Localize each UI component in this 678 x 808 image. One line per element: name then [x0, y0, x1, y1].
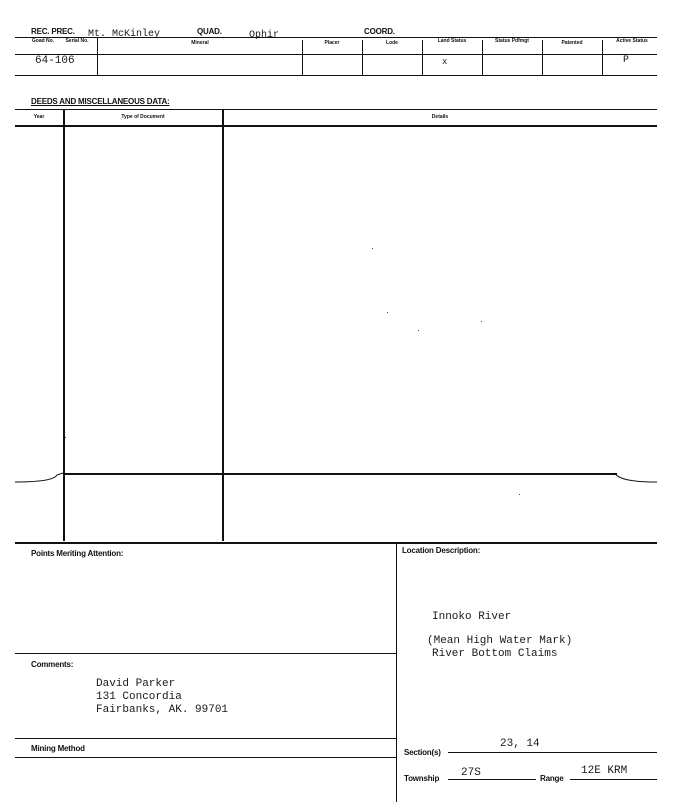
fold-line — [63, 473, 617, 475]
location-line-3: River Bottom Claims — [432, 648, 558, 660]
deeds-title: DEEDS AND MISCELLANEOUS DATA: — [31, 97, 170, 106]
township-underline — [448, 779, 536, 780]
claim-divider — [482, 40, 483, 75]
deeds-top-line — [15, 109, 657, 110]
claim-divider — [602, 40, 603, 75]
speck — [387, 312, 388, 313]
location-line-2: (Mean High Water Mark) — [427, 635, 573, 647]
claim-divider — [97, 37, 98, 75]
quad-value: Ophir — [249, 30, 280, 41]
col-mineral: Mineral — [191, 40, 209, 46]
comments-line-1: David Parker — [96, 678, 176, 690]
range-underline — [570, 779, 657, 780]
goad-no-value: 64-106 — [35, 55, 75, 67]
location-description-label: Location Description: — [402, 546, 481, 555]
comments-line-3: Fairbanks, AK. 99701 — [96, 704, 229, 716]
deeds-divider-type — [222, 109, 224, 541]
mining-method-label: Mining Method — [31, 744, 85, 753]
township-value: 27S — [461, 767, 481, 779]
speck — [418, 330, 419, 331]
range-value: 12E KRM — [581, 765, 628, 777]
land-status-value: x — [442, 57, 448, 67]
active-status-value: P — [623, 55, 630, 66]
comments-line-2: 131 Concordia — [96, 691, 182, 703]
col-status-pdfmgt: Status Pdfmgt — [495, 38, 529, 44]
claim-divider — [542, 40, 543, 75]
mining-method-top-line — [15, 738, 396, 739]
location-line-1: Innoko River — [432, 611, 512, 623]
col-placer: Placer — [324, 40, 340, 46]
deeds-header-line — [15, 125, 657, 127]
deeds-col-details: Details — [431, 114, 449, 120]
claim-divider — [422, 40, 423, 75]
claim-divider — [302, 40, 303, 75]
col-active-status: Active Status — [616, 38, 648, 44]
mining-method-bottom-line — [15, 757, 396, 758]
section-value: 23, 14 — [500, 738, 540, 750]
points-meriting-attention-label: Points Meriting Attention: — [31, 549, 124, 558]
speck — [372, 248, 373, 249]
claim-header-divider — [15, 54, 657, 55]
section-underline — [448, 752, 657, 753]
header-underline — [15, 37, 657, 38]
bottom-center-divider — [396, 542, 397, 802]
fold-curve-left — [15, 471, 65, 485]
claim-table-bottom — [15, 75, 657, 76]
section-label: Section(s) — [404, 748, 441, 757]
col-patented: Patented — [561, 40, 583, 46]
comments-top-line — [15, 653, 396, 654]
col-land-status: Land Status — [437, 38, 467, 44]
deeds-col-type: Type of Document — [121, 114, 165, 120]
comments-label: Comments: — [31, 660, 74, 669]
speck — [481, 321, 482, 322]
rec-prec-value: Mt. McKinley — [88, 29, 161, 40]
bottom-section-top — [15, 542, 657, 544]
quad-label: QUAD. — [197, 27, 222, 36]
coord-label: COORD. — [364, 27, 395, 36]
fold-curve-right — [613, 471, 663, 485]
township-label: Township — [404, 774, 440, 783]
rec-prec-label: REC. PREC. — [31, 27, 75, 36]
deeds-col-year: Year — [33, 114, 45, 120]
col-serial-no: Serial No. — [65, 38, 89, 44]
speck — [519, 494, 520, 495]
speck — [65, 437, 66, 438]
claim-divider — [362, 40, 363, 75]
col-lode: Lode — [386, 40, 398, 46]
range-label: Range — [540, 774, 564, 783]
col-goad-no: Goad No. — [31, 38, 55, 44]
